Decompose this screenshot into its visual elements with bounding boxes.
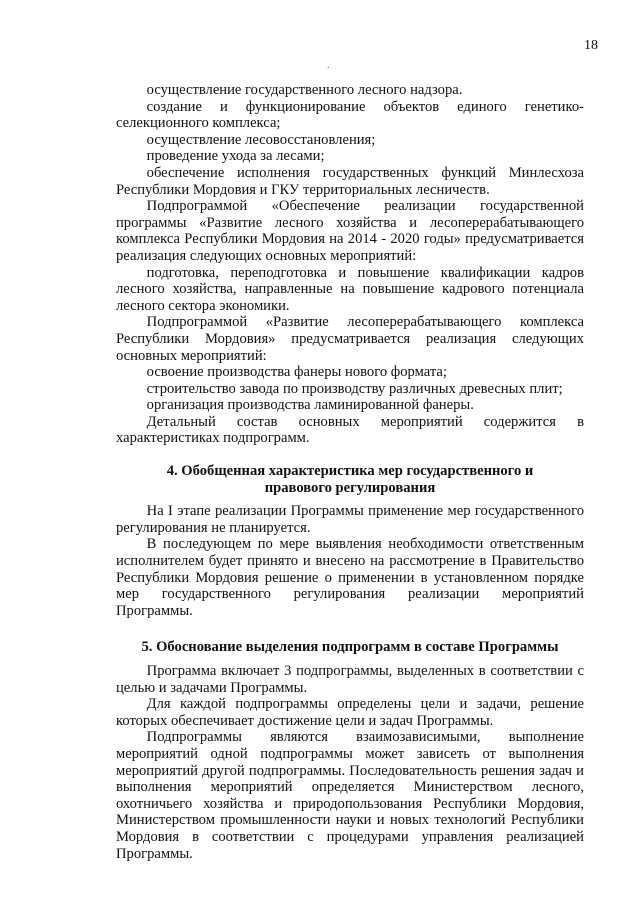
paragraph: освоение производства фанеры нового формата; xyxy=(146,364,447,381)
paragraph: подготовка, переподготовка и повышение квалификации кадров лесного хозяйства, направленные на повышение кадрового потенциала лесного сектора экономики. xyxy=(116,264,584,314)
paragraph: Подпрограммой «Обеспечение реализации государственной программы «Развитие лесного хозяйства и лесоперерабатывающего комплекса Республики Мордовия на 2014 - 2020 годы» предусматривается реализация следующих основных мероприятий: xyxy=(116,198,584,264)
paragraph: обеспечение исполнения государственных функций Минлесхоза Республики Мордовия и ГКУ территориальных лесничеств. xyxy=(116,164,584,198)
paragraph: осуществление государственного лесного надзора. xyxy=(146,82,463,98)
paragraph: создание и функционирование объектов единого генетико-селекционного комплекса; xyxy=(116,98,584,132)
paragraph: строительство завода по производству различных древесных плит; xyxy=(146,380,563,397)
document-body xyxy=(116,82,584,862)
section-4-heading: 4. Обобщенная характеристика мер государственного и правового регулирования xyxy=(166,463,534,496)
paragraph: В последующем по мере выявления необходимости ответственным исполнителем будет принято и внесено на рассмотрение в Правительство Республики Мордовия решение о применении в установленном порядке мер государственного регулирования реализации мероприятий Программы. xyxy=(116,536,584,619)
page-number: 18 xyxy=(584,38,598,53)
paragraph: Детальный состав основных мероприятий содержится в характеристиках подпрограмм. xyxy=(116,413,584,447)
paragraph: Подпрограммы являются взаимозависимыми, выполнение мероприятий одной подпрограммы может зависеть от выполнения мероприятий другой подпрограммы. Последовательность решения задач и выполнения мероприятий определяется Министерством лесного, охотничьего хозяйства и природопользования Республики Мордовия, Министерством промышленности науки и новых технологий Республики Мордовия в соответствии с процедурами управления реализацией Программы. xyxy=(116,729,584,862)
paragraph: Для каждой подпрограммы определены цели и задачи, решение которых обеспечивает достижение цели и задач Программы. xyxy=(116,696,584,729)
paragraph: организация производства ламинированной фанеры. xyxy=(146,397,474,414)
paragraph: Программа включает 3 подпрограммы, выделенных в соответствии с целью и задачами Программы. xyxy=(116,663,584,696)
paragraph: осуществление лесовосстановления; xyxy=(146,131,376,148)
section-5-heading: 5. Обоснование выделения подпрограмм в составе Программы xyxy=(141,639,559,656)
paragraph: проведение ухода за лесами; xyxy=(146,148,325,165)
paragraph: На I этапе реализации Программы применение мер государственного регулирования не планируется. xyxy=(116,503,584,536)
paragraph: Подпрограммой «Развитие лесоперерабатывающего комплекса Республики Мордовия» предусматривается реализация следующих основных мероприятий: xyxy=(116,314,584,364)
page-dot-mark: . xyxy=(327,60,330,71)
